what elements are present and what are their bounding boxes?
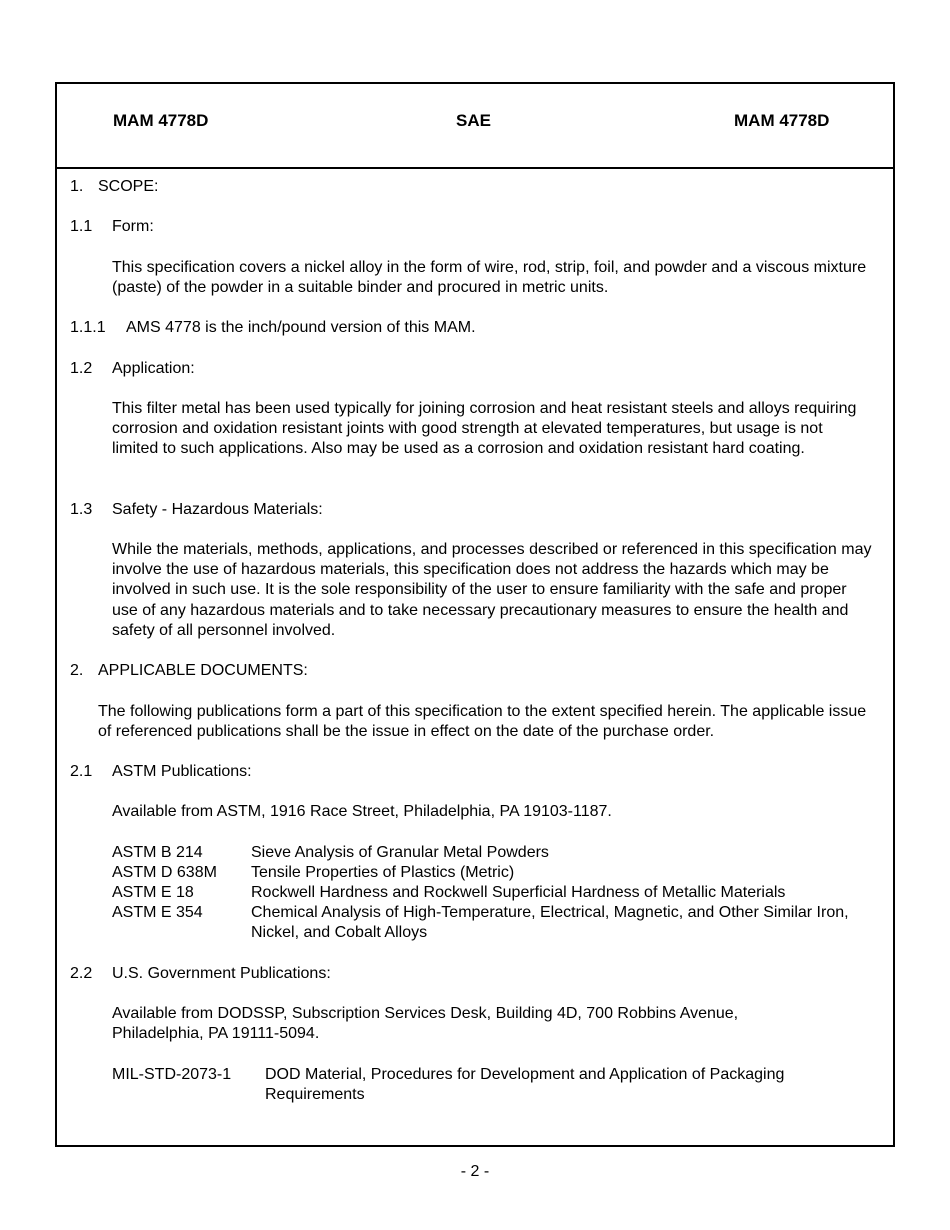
- section-heading-safety: Safety - Hazardous Materials:: [112, 501, 323, 518]
- header-doc-id-right: MAM 4778D: [734, 111, 830, 130]
- application-paragraph: This filter metal has been used typically for joining corrosion and heat resistant steels and alloys requiring corrosion and oxidation resistant joints with good strength at elevated temperatures, but usage is not limited to such applications. Also may be used as a corrosion and oxidation resistant hard coating.: [112, 400, 857, 458]
- section-heading-astm: ASTM Publications:: [112, 763, 252, 780]
- reference-id: ASTM E 18: [112, 884, 194, 901]
- astm-availability: Available from ASTM, 1916 Race Street, Philadelphia, PA 19103-1187.: [112, 803, 612, 820]
- reference-id: ASTM B 214: [112, 844, 203, 861]
- header-organization: SAE: [456, 111, 491, 130]
- section-number: 2.2: [70, 965, 93, 982]
- safety-paragraph: While the materials, methods, applications, and processes described or referenced in this specification may involve the use of hazardous materials, this specification does not address the hazards which may be involved in such use. It is the sole responsibility of the user to ensure familiarity with the safe and proper use of any hazardous materials and to take necessary precautionary measures to ensure the health and safety of all personnel involved.: [112, 541, 872, 639]
- section-number: 2.: [70, 662, 84, 679]
- reference-id: ASTM D 638M: [112, 864, 217, 881]
- form-paragraph: This specification covers a nickel alloy in the form of wire, rod, strip, foil, and powder and a viscous mixture (paste) of the powder in a suitable binder and procured in metric units.: [112, 259, 867, 297]
- reference-id: ASTM E 354: [112, 904, 203, 921]
- section-number: 1.: [70, 178, 84, 195]
- reference-title: Rockwell Hardness and Rockwell Superficial Hardness of Metallic Materials: [251, 884, 786, 901]
- reference-id: MIL-STD-2073-1: [112, 1066, 232, 1083]
- reference-title: DOD Material, Procedures for Development and Application of Packaging Requirements: [265, 1066, 785, 1104]
- reference-title: Sieve Analysis of Granular Metal Powders: [251, 844, 549, 861]
- section-heading-applicable-documents: APPLICABLE DOCUMENTS:: [98, 662, 308, 679]
- applicable-documents-paragraph: The following publications form a part of this specification to the extent specified herein. The applicable issue of referenced publications shall be the issue in effect on the date of the purchase order.: [98, 703, 867, 741]
- section-number: 1.1.1: [70, 319, 106, 336]
- dodssp-availability: Available from DODSSP, Subscription Services Desk, Building 4D, 700 Robbins Avenue, Philadelphia, PA 19111-5094.: [112, 1005, 739, 1043]
- reference-title: Tensile Properties of Plastics (Metric): [251, 864, 515, 881]
- inch-pound-note: AMS 4778 is the inch/pound version of this MAM.: [126, 319, 476, 336]
- section-heading-application: Application:: [112, 360, 195, 377]
- section-number: 2.1: [70, 763, 93, 780]
- section-number: 1.3: [70, 501, 93, 518]
- section-number: 1.1: [70, 218, 93, 235]
- header-doc-id-left: MAM 4778D: [113, 111, 209, 130]
- reference-title: Chemical Analysis of High-Temperature, Electrical, Magnetic, and Other Similar Iron, Nickel, and Cobalt Alloys: [251, 904, 849, 942]
- section-heading-us-government: U.S. Government Publications:: [112, 965, 331, 982]
- page-number: - 2 -: [460, 1163, 490, 1180]
- section-heading-form: Form:: [112, 218, 154, 235]
- section-number: 1.2: [70, 360, 93, 377]
- document-header: [57, 84, 893, 169]
- section-heading-scope: SCOPE:: [98, 178, 159, 195]
